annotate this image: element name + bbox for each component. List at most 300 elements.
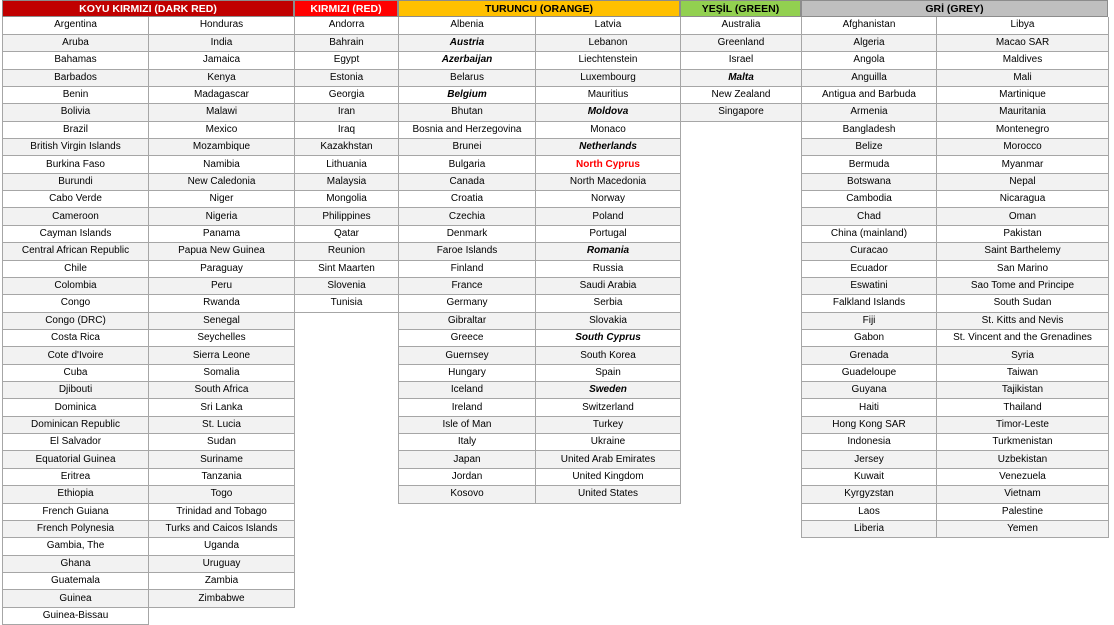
country-cell: Senegal <box>149 312 295 329</box>
country-cell: Bosnia and Herzegovina <box>399 121 536 138</box>
country-cell: Burundi <box>3 173 149 190</box>
table-row <box>399 34 681 51</box>
country-cell: Peru <box>149 277 295 294</box>
country-cell: Slovenia <box>295 277 399 294</box>
table-row <box>295 208 399 225</box>
country-cell: Nicaragua <box>937 191 1109 208</box>
table-row <box>681 17 802 34</box>
table-row <box>3 69 295 86</box>
country-cell: Jersey <box>802 451 937 468</box>
country-cell: Guinea-Bissau <box>3 607 149 624</box>
country-cell: Iceland <box>399 382 536 399</box>
country-cell: Faroe Islands <box>399 243 536 260</box>
table-row <box>3 416 295 433</box>
country-cell: Iraq <box>295 121 399 138</box>
country-cell: Ireland <box>399 399 536 416</box>
country-cell: Dominica <box>3 399 149 416</box>
table-row <box>3 208 295 225</box>
table-row <box>3 104 295 121</box>
country-cell: Brazil <box>3 121 149 138</box>
country-cell: Costa Rica <box>3 329 149 346</box>
country-cell: Jamaica <box>149 52 295 69</box>
table-row <box>399 382 681 399</box>
table-row <box>295 156 399 173</box>
country-cell: Madagascar <box>149 86 295 103</box>
country-cell: Sint Maarten <box>295 260 399 277</box>
country-cell: Bahrain <box>295 34 399 51</box>
table-row <box>3 312 295 329</box>
table-row <box>295 295 399 312</box>
country-cell: Belize <box>802 139 937 156</box>
country-cell: Russia <box>536 260 681 277</box>
country-cell: Mali <box>937 69 1109 86</box>
country-cell: Equatorial Guinea <box>3 451 149 468</box>
country-cell: United States <box>536 486 681 503</box>
country-cell: Sri Lanka <box>149 399 295 416</box>
country-cell: Kyrgyzstan <box>802 486 937 503</box>
country-cell: Hungary <box>399 364 536 381</box>
table-row <box>3 52 295 69</box>
country-cell: Afghanistan <box>802 17 937 34</box>
country-cell: Japan <box>399 451 536 468</box>
table-row <box>399 277 681 294</box>
country-cell: Venezuela <box>937 468 1109 485</box>
country-cell: Botswana <box>802 173 937 190</box>
table-row <box>3 121 295 138</box>
table-row <box>3 34 295 51</box>
country-cell: United Kingdom <box>536 468 681 485</box>
table-row <box>3 17 295 34</box>
country-cell: Papua New Guinea <box>149 243 295 260</box>
table-row <box>802 468 1109 485</box>
country-cell: Liechtenstein <box>536 52 681 69</box>
country-cell: Monaco <box>536 121 681 138</box>
table-row <box>802 451 1109 468</box>
country-cell: Ecuador <box>802 260 937 277</box>
country-cell: Saudi Arabia <box>536 277 681 294</box>
country-cell: Czechia <box>399 208 536 225</box>
table-row <box>802 52 1109 69</box>
country-cell: Canada <box>399 173 536 190</box>
country-cell: Maldives <box>937 52 1109 69</box>
table-row <box>3 538 295 555</box>
country-cell: Albenia <box>399 17 536 34</box>
table-row <box>802 17 1109 34</box>
country-cell: French Polynesia <box>3 520 149 537</box>
country-cell: Cuba <box>3 364 149 381</box>
country-cell: Colombia <box>3 277 149 294</box>
country-cell: Croatia <box>399 191 536 208</box>
country-cell: Sao Tome and Principe <box>937 277 1109 294</box>
country-cell: Suriname <box>149 451 295 468</box>
table-row <box>3 156 295 173</box>
country-cell: Finland <box>399 260 536 277</box>
country-cell: Liberia <box>802 520 937 537</box>
country-cell: India <box>149 34 295 51</box>
country-cell: Kenya <box>149 69 295 86</box>
country-cell: Turkmenistan <box>937 434 1109 451</box>
table-row <box>802 34 1109 51</box>
country-cell: Chile <box>3 260 149 277</box>
red-table <box>294 17 399 313</box>
country-cell: Guyana <box>802 382 937 399</box>
country-cell: Macao SAR <box>937 34 1109 51</box>
table-row <box>399 295 681 312</box>
country-cell: Paraguay <box>149 260 295 277</box>
country-cell: Seychelles <box>149 329 295 346</box>
grey-table <box>801 17 1109 538</box>
table-row <box>295 139 399 156</box>
table-row <box>802 225 1109 242</box>
country-cell: Pakistan <box>937 225 1109 242</box>
country-cell: Falkland Islands <box>802 295 937 312</box>
country-cell: Thailand <box>937 399 1109 416</box>
table-row <box>399 86 681 103</box>
country-cell: France <box>399 277 536 294</box>
country-cell: Aruba <box>3 34 149 51</box>
table-row <box>295 17 399 34</box>
country-cell: Central African Republic <box>3 243 149 260</box>
table-row <box>3 434 295 451</box>
table-row <box>399 156 681 173</box>
country-cell: Montenegro <box>937 121 1109 138</box>
header-dark-red: KOYU KIRMIZI (DARK RED) <box>2 0 294 17</box>
country-cell: Burkina Faso <box>3 156 149 173</box>
table-row <box>295 243 399 260</box>
table-row <box>802 416 1109 433</box>
table-row <box>399 347 681 364</box>
country-cell: Kazakhstan <box>295 139 399 156</box>
table-row <box>399 225 681 242</box>
country-cell: Angola <box>802 52 937 69</box>
country-cell: Malaysia <box>295 173 399 190</box>
table-row <box>802 86 1109 103</box>
table-row <box>3 451 295 468</box>
country-cell: Morocco <box>937 139 1109 156</box>
country-cell: Uzbekistan <box>937 451 1109 468</box>
country-cell: Grenada <box>802 347 937 364</box>
table-row <box>802 69 1109 86</box>
table-row <box>399 260 681 277</box>
table-row <box>399 243 681 260</box>
country-cell: United Arab Emirates <box>536 451 681 468</box>
country-cell: Poland <box>536 208 681 225</box>
country-cell: Israel <box>681 52 802 69</box>
table-row <box>802 312 1109 329</box>
country-cell: Cayman Islands <box>3 225 149 242</box>
table-row <box>295 191 399 208</box>
table-row <box>295 225 399 242</box>
country-cell: Congo <box>3 295 149 312</box>
country-cell: Isle of Man <box>399 416 536 433</box>
table-row <box>802 208 1109 225</box>
table-row <box>399 17 681 34</box>
country-cell: Martinique <box>937 86 1109 103</box>
country-cell: Greece <box>399 329 536 346</box>
country-cell: Luxembourg <box>536 69 681 86</box>
table-row <box>802 121 1109 138</box>
country-cell: St. Vincent and the Grenadines <box>937 329 1109 346</box>
country-cell: Zimbabwe <box>149 590 295 607</box>
country-cell: Eritrea <box>3 468 149 485</box>
country-cell: Fiji <box>802 312 937 329</box>
country-cell: Antigua and Barbuda <box>802 86 937 103</box>
country-cell: Trinidad and Tobago <box>149 503 295 520</box>
table-row <box>3 173 295 190</box>
country-cell: South Cyprus <box>536 329 681 346</box>
table-row <box>295 260 399 277</box>
country-cell: New Caledonia <box>149 173 295 190</box>
country-cell: Somalia <box>149 364 295 381</box>
table-row <box>295 277 399 294</box>
country-cell: Kosovo <box>399 486 536 503</box>
country-cell: Barbados <box>3 69 149 86</box>
country-cell: Mongolia <box>295 191 399 208</box>
table-row <box>3 520 295 537</box>
table-row <box>3 503 295 520</box>
country-cell: Portugal <box>536 225 681 242</box>
table-row <box>399 399 681 416</box>
country-cell: Australia <box>681 17 802 34</box>
country-cell: Guinea <box>3 590 149 607</box>
green-table <box>680 17 802 122</box>
table-row <box>681 52 802 69</box>
table-row <box>3 86 295 103</box>
table-row <box>399 364 681 381</box>
country-cell: Laos <box>802 503 937 520</box>
table-row <box>399 69 681 86</box>
country-cell: Panama <box>149 225 295 242</box>
country-cell: Bulgaria <box>399 156 536 173</box>
country-cell: El Salvador <box>3 434 149 451</box>
country-cell: Mauritania <box>937 104 1109 121</box>
country-cell: Togo <box>149 486 295 503</box>
country-cell: Bahamas <box>3 52 149 69</box>
country-cell: Bolivia <box>3 104 149 121</box>
country-cell: Turkey <box>536 416 681 433</box>
country-cell: Spain <box>536 364 681 381</box>
country-cell: Taiwan <box>937 364 1109 381</box>
table-row <box>295 173 399 190</box>
country-cell: Switzerland <box>536 399 681 416</box>
country-cell: Philippines <box>295 208 399 225</box>
table-row <box>295 52 399 69</box>
table-row <box>3 382 295 399</box>
table-row <box>802 173 1109 190</box>
country-cell: Netherlands <box>536 139 681 156</box>
country-cell: Lebanon <box>536 34 681 51</box>
header-red: KIRMIZI (RED) <box>294 0 398 17</box>
table-row <box>399 451 681 468</box>
country-cell: Belarus <box>399 69 536 86</box>
table-row <box>399 104 681 121</box>
country-cell: Tunisia <box>295 295 399 312</box>
country-cell: Oman <box>937 208 1109 225</box>
table-row <box>802 243 1109 260</box>
country-cell: Turks and Caicos Islands <box>149 520 295 537</box>
table-row <box>399 139 681 156</box>
country-cell: Uganda <box>149 538 295 555</box>
table-row <box>802 329 1109 346</box>
country-cell: Djibouti <box>3 382 149 399</box>
table-row <box>802 347 1109 364</box>
country-cell: China (mainland) <box>802 225 937 242</box>
country-cell: Namibia <box>149 156 295 173</box>
country-cell: Greenland <box>681 34 802 51</box>
table-row <box>802 104 1109 121</box>
table-row <box>802 520 1109 537</box>
table-row <box>802 260 1109 277</box>
table-row <box>3 295 295 312</box>
table-row <box>399 329 681 346</box>
table-row <box>399 434 681 451</box>
table-row <box>399 468 681 485</box>
country-cell: Zambia <box>149 573 295 590</box>
country-cell: Algeria <box>802 34 937 51</box>
table-row <box>295 121 399 138</box>
country-cell: Gambia, The <box>3 538 149 555</box>
country-cell: Indonesia <box>802 434 937 451</box>
country-cell: Estonia <box>295 69 399 86</box>
country-cell: Cabo Verde <box>3 191 149 208</box>
country-cell: Nepal <box>937 173 1109 190</box>
country-cell: Egypt <box>295 52 399 69</box>
table-row <box>681 86 802 103</box>
country-cell: Rwanda <box>149 295 295 312</box>
country-cell: Bermuda <box>802 156 937 173</box>
header-grey: GRİ (GREY) <box>801 0 1108 17</box>
country-cell: Gibraltar <box>399 312 536 329</box>
country-cell: Guatemala <box>3 573 149 590</box>
country-cell: South Korea <box>536 347 681 364</box>
table-row <box>399 121 681 138</box>
country-cell: Sierra Leone <box>149 347 295 364</box>
country-cell: Myanmar <box>937 156 1109 173</box>
orange-table <box>398 17 681 504</box>
table-row <box>3 347 295 364</box>
table-row <box>3 139 295 156</box>
country-cell: Timor-Leste <box>937 416 1109 433</box>
country-cell: Iran <box>295 104 399 121</box>
country-cell: Honduras <box>149 17 295 34</box>
table-row <box>802 503 1109 520</box>
header-orange: TURUNCU (ORANGE) <box>398 0 680 17</box>
country-cell: Singapore <box>681 104 802 121</box>
country-cell: Eswatini <box>802 277 937 294</box>
country-cell: Nigeria <box>149 208 295 225</box>
country-cell: Guernsey <box>399 347 536 364</box>
country-cell: Kuwait <box>802 468 937 485</box>
country-cell: Haiti <box>802 399 937 416</box>
country-cell: Curacao <box>802 243 937 260</box>
empty-cell <box>149 607 295 624</box>
country-cell: Slovakia <box>536 312 681 329</box>
table-row <box>3 399 295 416</box>
table-row <box>802 139 1109 156</box>
table-row <box>295 104 399 121</box>
country-cell: Benin <box>3 86 149 103</box>
country-cell: New Zealand <box>681 86 802 103</box>
table-row <box>3 329 295 346</box>
country-cell: Malawi <box>149 104 295 121</box>
country-cell: British Virgin Islands <box>3 139 149 156</box>
table-row <box>3 243 295 260</box>
table-row <box>802 382 1109 399</box>
country-cell: Uruguay <box>149 555 295 572</box>
table-row <box>3 364 295 381</box>
country-cell: North Cyprus <box>536 156 681 173</box>
table-row <box>3 607 295 624</box>
table-row <box>399 208 681 225</box>
table-row <box>3 555 295 572</box>
country-cell: North Macedonia <box>536 173 681 190</box>
table-row <box>3 486 295 503</box>
country-cell: Bangladesh <box>802 121 937 138</box>
country-cell: Mexico <box>149 121 295 138</box>
country-cell: Argentina <box>3 17 149 34</box>
country-cell: Latvia <box>536 17 681 34</box>
country-cell: Lithuania <box>295 156 399 173</box>
country-cell: Belgium <box>399 86 536 103</box>
country-cell: Syria <box>937 347 1109 364</box>
country-cell: Jordan <box>399 468 536 485</box>
table-row <box>3 573 295 590</box>
country-cell: Bhutan <box>399 104 536 121</box>
table-row <box>399 173 681 190</box>
country-cell: Ukraine <box>536 434 681 451</box>
country-cell: Cambodia <box>802 191 937 208</box>
table-row <box>295 34 399 51</box>
country-cell: San Marino <box>937 260 1109 277</box>
table-row <box>399 416 681 433</box>
country-cell: Tanzania <box>149 468 295 485</box>
country-cell: French Guiana <box>3 503 149 520</box>
country-cell: Ethiopia <box>3 486 149 503</box>
table-row <box>802 277 1109 294</box>
table-row <box>3 225 295 242</box>
table-row <box>802 364 1109 381</box>
country-cell: Gabon <box>802 329 937 346</box>
table-row <box>3 468 295 485</box>
country-cell: Malta <box>681 69 802 86</box>
country-cell: Cameroon <box>3 208 149 225</box>
table-row <box>3 590 295 607</box>
country-cell: St. Lucia <box>149 416 295 433</box>
country-cell: Niger <box>149 191 295 208</box>
country-cell: Sudan <box>149 434 295 451</box>
country-cell: Germany <box>399 295 536 312</box>
country-cell: Reunion <box>295 243 399 260</box>
table-row <box>681 104 802 121</box>
country-cell: St. Kitts and Nevis <box>937 312 1109 329</box>
country-cell: Qatar <box>295 225 399 242</box>
country-cell: South Africa <box>149 382 295 399</box>
country-cell: Yemen <box>937 520 1109 537</box>
table-row <box>3 260 295 277</box>
table-row <box>399 312 681 329</box>
country-cell: Cote d'Ivoire <box>3 347 149 364</box>
table-row <box>802 486 1109 503</box>
country-cell: Azerbaijan <box>399 52 536 69</box>
country-cell: Mauritius <box>536 86 681 103</box>
country-cell: Andorra <box>295 17 399 34</box>
table-row <box>802 191 1109 208</box>
country-cell: Vietnam <box>937 486 1109 503</box>
country-cell: Saint Barthelemy <box>937 243 1109 260</box>
country-cell: Norway <box>536 191 681 208</box>
table-row <box>295 69 399 86</box>
table-row <box>399 191 681 208</box>
